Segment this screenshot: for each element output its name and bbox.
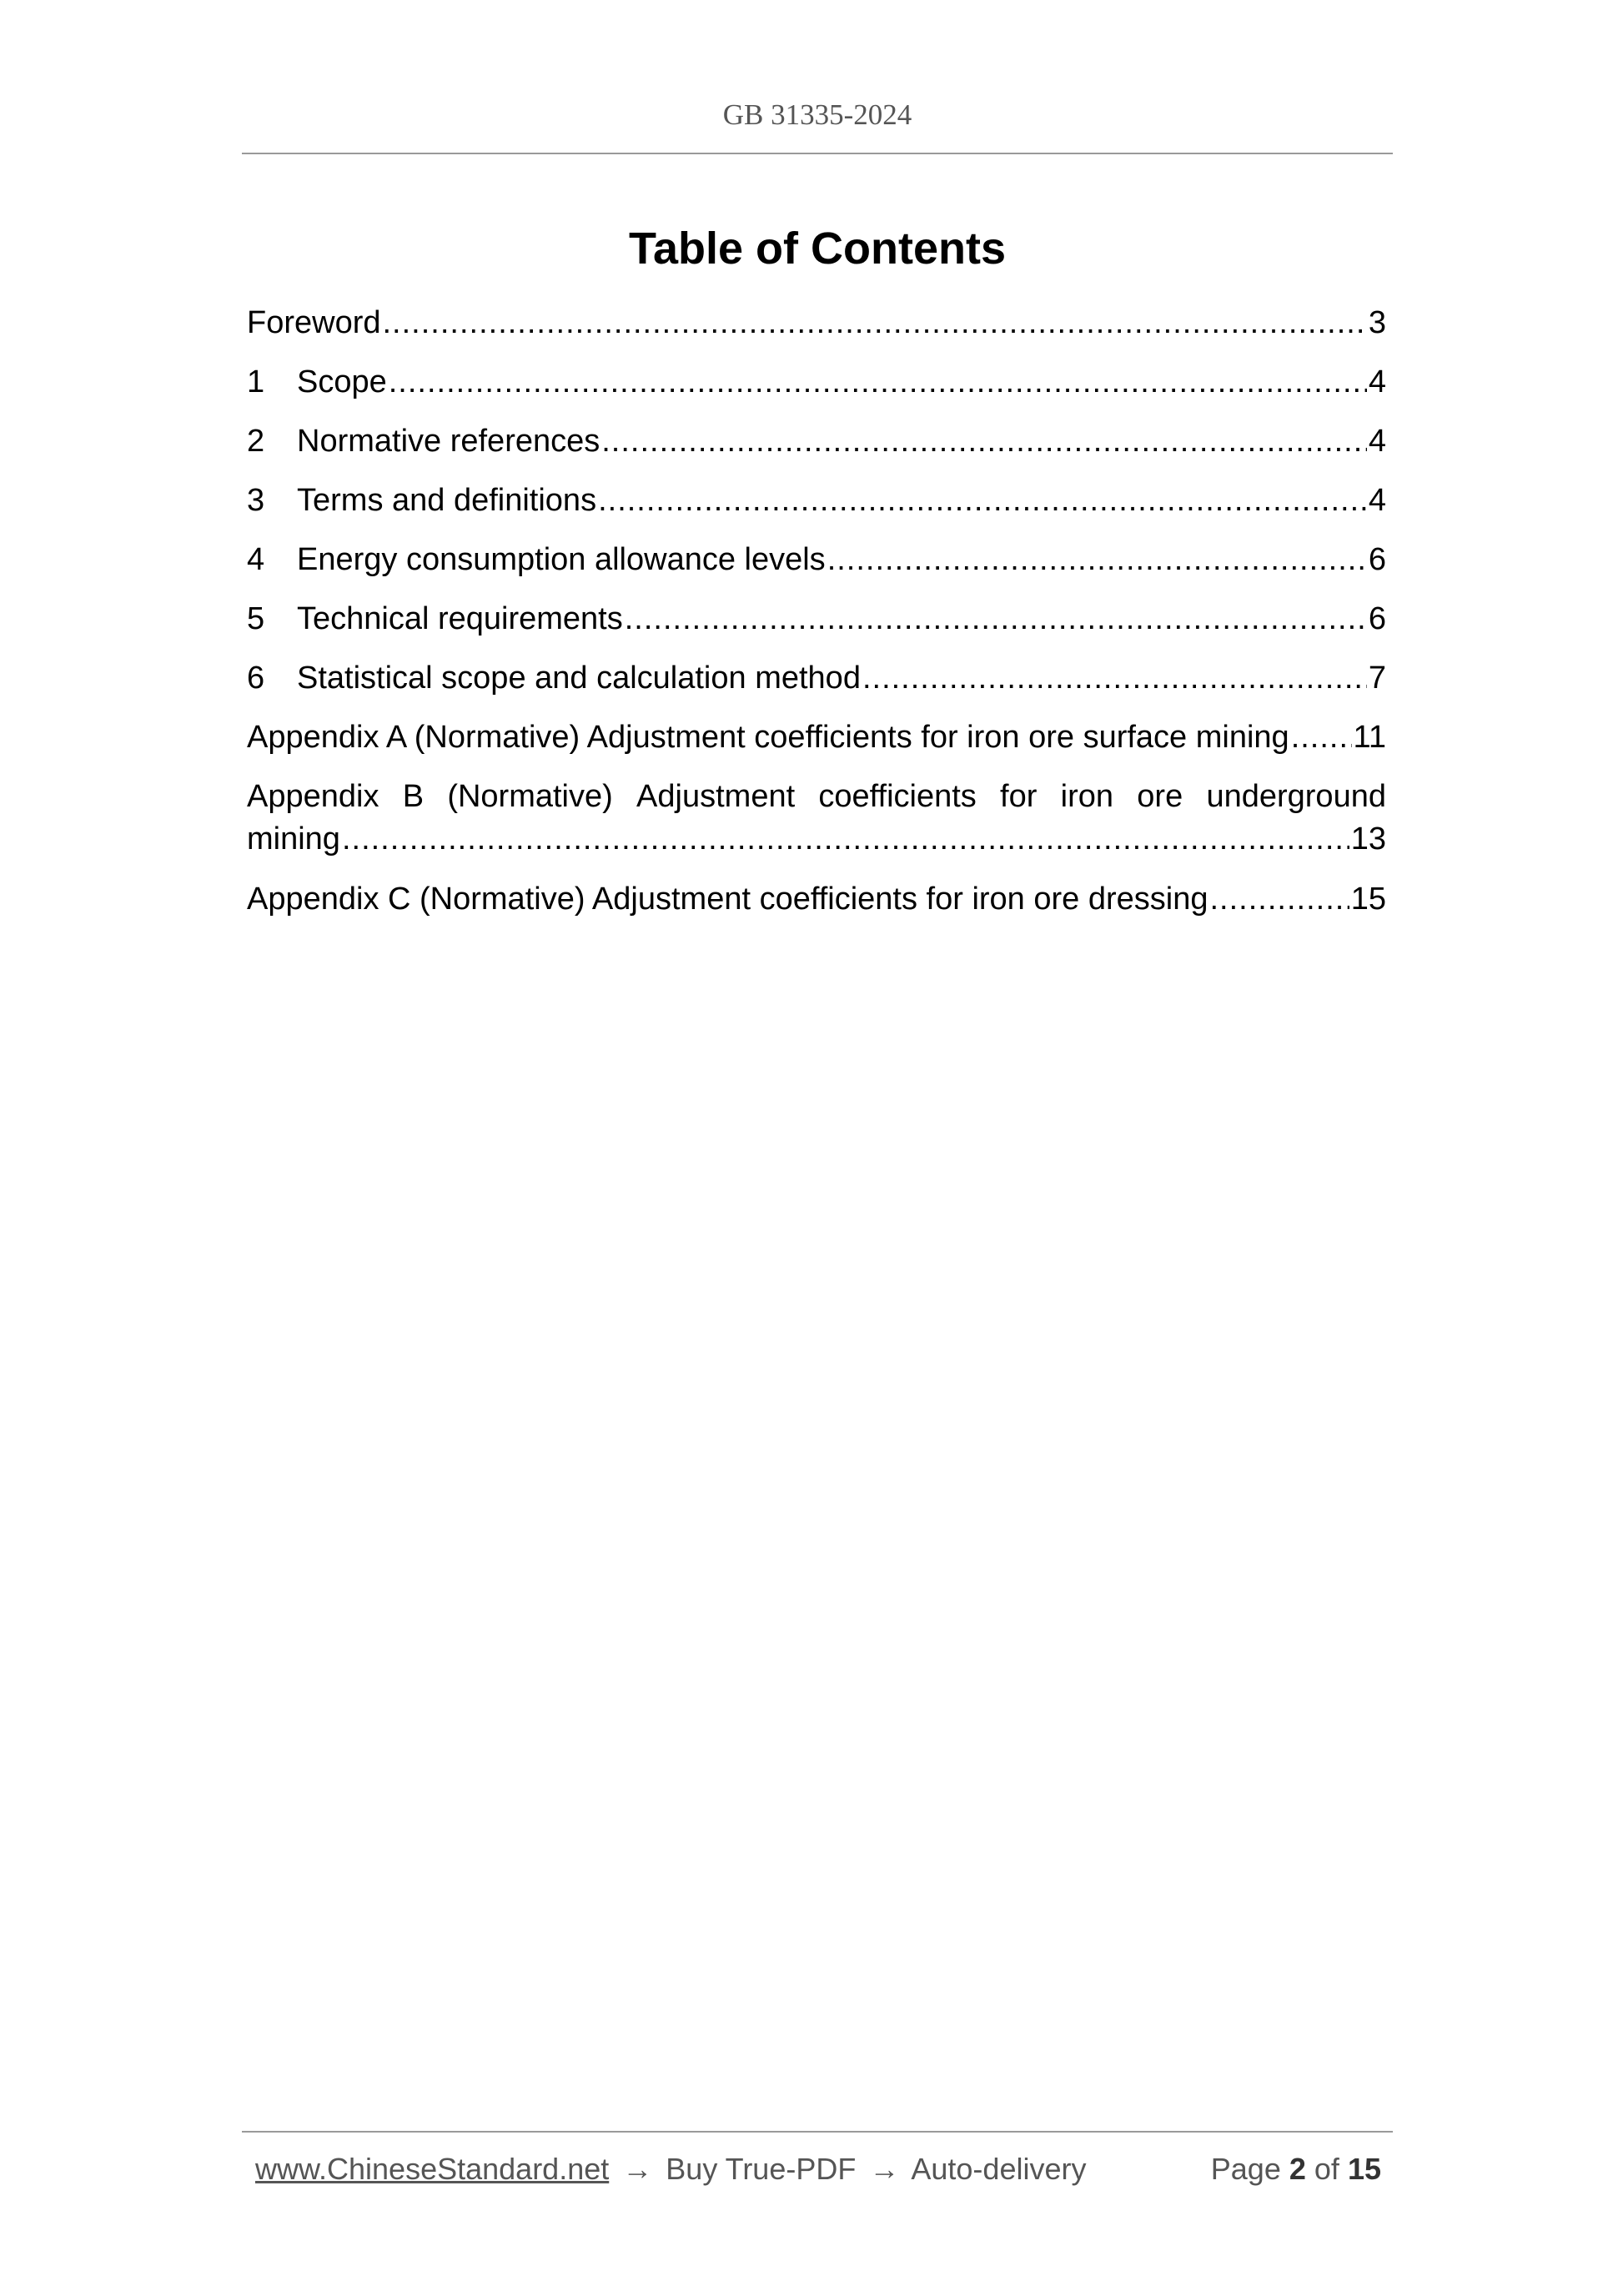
toc-entry-page: 4	[1368, 364, 1386, 399]
toc-entry-number: 3	[247, 483, 265, 518]
dot-leader	[1210, 878, 1349, 920]
toc-entry-label: Energy consumption allowance levels	[297, 542, 826, 577]
toc-entry-label: Appendix A (Normative) Adjustment coefficients for iron ore surface mining	[247, 720, 1289, 755]
toc-entry-technical-requirements[interactable]	[247, 598, 1386, 640]
toc-entry-number: 6	[247, 661, 265, 696]
toc-entry-appendix-a[interactable]	[247, 716, 1386, 758]
toc-entry-energy-consumption-levels[interactable]	[247, 539, 1386, 580]
toc-entry-page: 7	[1368, 661, 1386, 696]
page-footer	[255, 2148, 1381, 2190]
dot-leader	[342, 818, 1349, 861]
toc-entry-label: Normative references	[297, 424, 600, 459]
toc-entry-scope[interactable]	[247, 361, 1386, 403]
page-number	[1211, 2148, 1381, 2190]
buy-pdf-text: Buy True-PDF	[666, 2152, 857, 2186]
of-word: of	[1314, 2152, 1339, 2186]
toc-entry-number: 1	[247, 364, 265, 399]
dot-leader	[1291, 716, 1352, 758]
toc-entry-label: Terms and definitions	[297, 483, 597, 518]
toc-entry-label: Statistical scope and calculation method	[297, 661, 861, 696]
toc-word: coefficients	[818, 779, 977, 814]
toc-entry-label: mining	[247, 821, 340, 857]
arrow-right-icon: →	[869, 2152, 900, 2186]
dot-leader	[389, 361, 1367, 403]
toc-entry-page: 6	[1368, 601, 1386, 636]
toc-word: for	[1000, 779, 1038, 814]
toc-entry-number: 5	[247, 601, 265, 636]
toc-word: underground	[1206, 779, 1386, 814]
dot-leader	[383, 302, 1367, 344]
toc-entry-number: 2	[247, 424, 265, 459]
toc-word: iron	[1060, 779, 1114, 814]
toc-entry-page: 13	[1350, 821, 1386, 857]
dot-leader	[625, 598, 1367, 640]
toc-entry-page: 6	[1368, 542, 1386, 577]
toc-entry-page: 15	[1350, 882, 1386, 917]
footer-promo	[255, 2148, 1086, 2190]
toc-entry-label: Foreword	[247, 305, 381, 340]
toc-entry-label: Technical requirements	[297, 601, 623, 636]
auto-delivery-text: Auto-delivery	[911, 2152, 1087, 2186]
toc-entry-label: Appendix C (Normative) Adjustment coefficients for iron ore dressing	[247, 882, 1208, 917]
site-link[interactable]: www.ChineseStandard.net	[255, 2152, 610, 2186]
page-total: 15	[1347, 2152, 1381, 2186]
dot-leader	[827, 539, 1367, 580]
toc-entry-label-line1	[247, 776, 1386, 818]
toc-entry-appendix-c[interactable]	[247, 878, 1386, 920]
arrow-right-icon: →	[622, 2152, 653, 2186]
page-current: 2	[1289, 2152, 1306, 2186]
toc-entry-page: 11	[1353, 720, 1386, 755]
header-divider	[242, 153, 1393, 154]
toc-entry-label-line2	[247, 818, 1386, 861]
dot-leader	[598, 480, 1367, 521]
toc-entry-appendix-b[interactable]	[247, 776, 1386, 861]
toc-entry-page: 3	[1368, 305, 1386, 340]
toc-entry-normative-references[interactable]	[247, 420, 1386, 462]
toc-entry-label: Scope	[297, 364, 387, 399]
toc-word: B	[402, 779, 425, 814]
document-code-header: GB 31335-2024	[722, 98, 912, 131]
toc-word: Adjustment	[636, 779, 796, 814]
toc-entry-statistical-scope[interactable]	[247, 657, 1386, 699]
toc-entry-page: 4	[1368, 483, 1386, 518]
toc-word: Appendix	[247, 779, 379, 814]
table-of-contents	[247, 302, 1386, 937]
toc-entry-terms-and-definitions[interactable]	[247, 480, 1386, 521]
toc-entry-foreword[interactable]	[247, 302, 1386, 344]
page-word: Page	[1210, 2152, 1281, 2186]
toc-word: ore	[1137, 779, 1183, 814]
dot-leader	[862, 657, 1367, 699]
toc-entry-page: 4	[1368, 424, 1386, 459]
toc-entry-number: 4	[247, 542, 265, 577]
footer-divider	[242, 2131, 1393, 2133]
toc-title: Table of Contents	[629, 224, 1006, 274]
dot-leader	[601, 420, 1367, 462]
toc-word: (Normative)	[447, 779, 613, 814]
